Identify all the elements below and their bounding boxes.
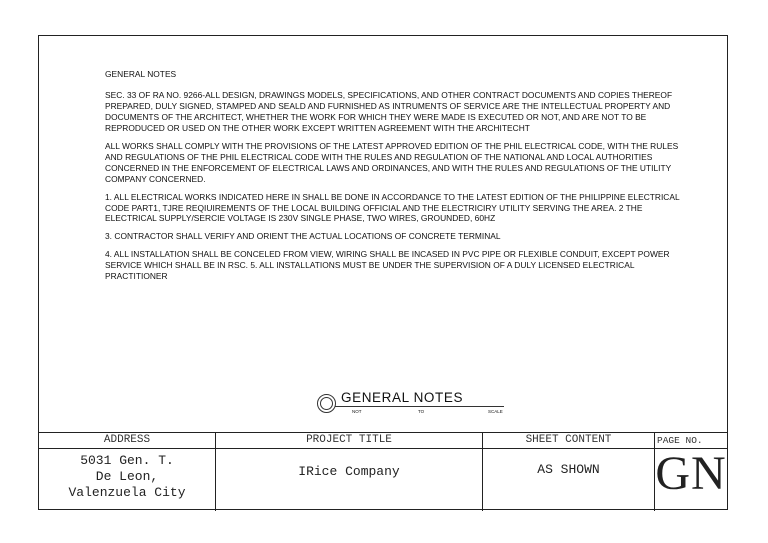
drawing-caption: [317, 387, 547, 421]
sheet-content-value: AS SHOWN: [537, 462, 600, 477]
scale-word-to: TO: [418, 409, 425, 414]
caption-circle-icon: [317, 394, 336, 413]
note-item-4: 4. ALL INSTALLATION SHALL BE CONCELED FROM VIEW, WIRING SHALL BE INCASED IN PVC PIPE OR FLEXIBLE CONDUIT, EXCEPT POWER SERVICE WHICH SHALL BE IN RSC. 5. ALL INSTALLATIONS MUST BE UNDER THE SUPERVISION OF A DULY LICENSED ELECTRICAL PRACTITIONER: [105, 249, 670, 282]
page-number-value: GN: [655, 447, 727, 500]
note-item-3: 3. CONTRACTOR SHALL VERIFY AND ORIENT THE ACTUAL LOCATIONS OF CONCRETE TERMINAL: [105, 231, 501, 242]
sheet-content-header: SHEET CONTENT: [483, 433, 654, 449]
page-number-cell: [655, 433, 727, 511]
address-value: 5031 Gen. T. De Leon, Valenzuela City: [68, 453, 186, 500]
note-paragraph-compliance: ALL WORKS SHALL COMPLY WITH THE PROVISIONS OF THE LATEST APPROVED EDITION OF THE PHIL ELECTRICAL CODE, WITH THE RULES AND REGULATIONS OF THE PHIL ELECTRICAL CODE WITH THE RULES AND REGULATION OF THE NATIONAL AND LOCAL AUTHORITIES CONCERNED IN THE ENFORCEMENT OF ELECTRICAL LAWS AND ORDINANCES, AND WITH THE RULES AND REGULATIONS OF THE UTILITY COMPANY CONCERNED.: [105, 141, 679, 184]
general-notes-block: [105, 69, 695, 289]
scale-word-scale: SCALE: [488, 409, 503, 414]
project-title-header: PROJECT TITLE: [216, 433, 482, 449]
address-header: ADDRESS: [39, 433, 215, 449]
note-paragraph-copyright: SEC. 33 OF RA NO. 9266-ALL DESIGN, DRAWINGS MODELS, SPECIFICATIONS, AND OTHER CONTRACT DOCUMENTS AND COPIES THEREOF PREPARED, DULY SIGNED, STAMPED AND SEALD AND FURNISHED AS INTRUMENTS OF SERVICE ARE THE INTELLECTUAL PROPERTY AND DOCUMENTS OF THE ARCHITECT, WHETHER THE WORK FOR WHICH THEY WERE MADE IS EXECUTED OR NOT, AND ARE NOT TO BE REPRODUCED OR USED ON THE OTHER WORK EXCEPT WRITTEN AGREEMENT WITH THE ARCHITECHT: [105, 90, 673, 134]
caption-underline: [335, 406, 504, 407]
sheet-content-cell: [483, 433, 655, 511]
project-title-cell: [216, 433, 483, 511]
address-cell: [39, 433, 216, 511]
title-block: [39, 432, 727, 511]
scale-word-not: NOT: [352, 409, 362, 414]
page-number-header: PAGE NO.: [655, 433, 727, 449]
caption-title: GENERAL NOTES: [341, 390, 464, 405]
drawing-sheet-border: [38, 35, 728, 510]
notes-title: GENERAL NOTES: [105, 69, 177, 79]
project-title-value: IRice Company: [298, 464, 400, 479]
note-item-1: 1. ALL ELECTRICAL WORKS INDICATED HERE IN SHALL BE DONE IN ACCORDANCE TO THE LATEST EDITION OF THE PHILIPPINE ELECTRICAL CODE PART1, TJRE REQIUIREMENTS OF THE LOCAL BUILDING OFFICIAL AND THE ELECTRICIRY UTILITY SERVING THE AREA. 2 THE ELECTRICAL SUPPLY/SERCIE VOLTAGE IS 230V SINGLE PHASE, TWO WIRES, GROUNDED, 60HZ: [105, 191, 680, 224]
